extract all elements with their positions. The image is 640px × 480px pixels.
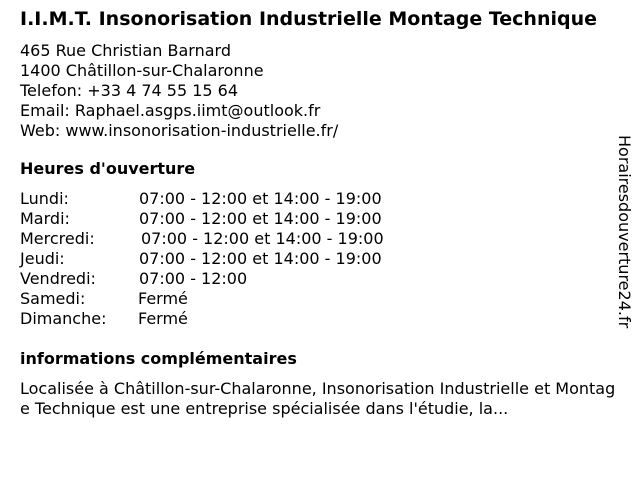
address-street: 465 Rue Christian Barnard bbox=[20, 41, 231, 60]
time-value: 07:00 - 12:00 bbox=[139, 269, 248, 288]
address-city: 1400 Châtillon-sur-Chalaronne bbox=[20, 61, 264, 80]
business-name: I.I.M.T. Insonorisation Industrielle Montage Technique bbox=[20, 8, 598, 30]
hours-row-sunday bbox=[20, 309, 624, 329]
email-address: Email: Raphael.asgps.iimt@outlook.fr bbox=[20, 101, 321, 120]
time-value: 07:00 - 12:00 et 14:00 - 19:00 bbox=[139, 189, 382, 208]
day-label: Mercredi: bbox=[20, 229, 95, 248]
hours-row-tuesday bbox=[20, 209, 624, 229]
time-value: 07:00 - 12:00 et 14:00 - 19:00 bbox=[139, 209, 382, 228]
day-label: Jeudi: bbox=[20, 249, 65, 268]
site-watermark: Horairesdouverture24.fr bbox=[615, 135, 634, 329]
hours-table bbox=[20, 189, 624, 329]
hours-row-wednesday bbox=[20, 229, 624, 249]
time-value: Fermé bbox=[138, 309, 188, 328]
business-card bbox=[20, 8, 624, 419]
info-description: Localisée à Châtillon-sur-Chalaronne, Insonorisation Industrielle et Montage Technique est une entreprise spécialisée dans l'étudie, la... bbox=[20, 379, 616, 418]
time-value: 07:00 - 12:00 et 14:00 - 19:00 bbox=[141, 229, 384, 248]
day-label: Mardi: bbox=[20, 209, 70, 228]
phone-number: Telefon: +33 4 74 55 15 64 bbox=[20, 81, 239, 100]
time-value: Fermé bbox=[138, 289, 188, 308]
hours-row-saturday bbox=[20, 289, 624, 309]
hours-row-thursday bbox=[20, 249, 624, 269]
website-link[interactable]: Web: www.insonorisation-industrielle.fr/ bbox=[20, 121, 339, 140]
hours-row-monday bbox=[20, 189, 624, 209]
day-label: Samedi: bbox=[20, 289, 86, 308]
info-heading: informations complémentaires bbox=[20, 349, 297, 368]
contact-block bbox=[20, 41, 624, 141]
day-label: Lundi: bbox=[20, 189, 69, 208]
day-label: Vendredi: bbox=[20, 269, 96, 288]
hours-row-friday bbox=[20, 269, 624, 289]
time-value: 07:00 - 12:00 et 14:00 - 19:00 bbox=[139, 249, 382, 268]
day-label: Dimanche: bbox=[20, 309, 107, 328]
hours-heading: Heures d'ouverture bbox=[20, 159, 196, 178]
